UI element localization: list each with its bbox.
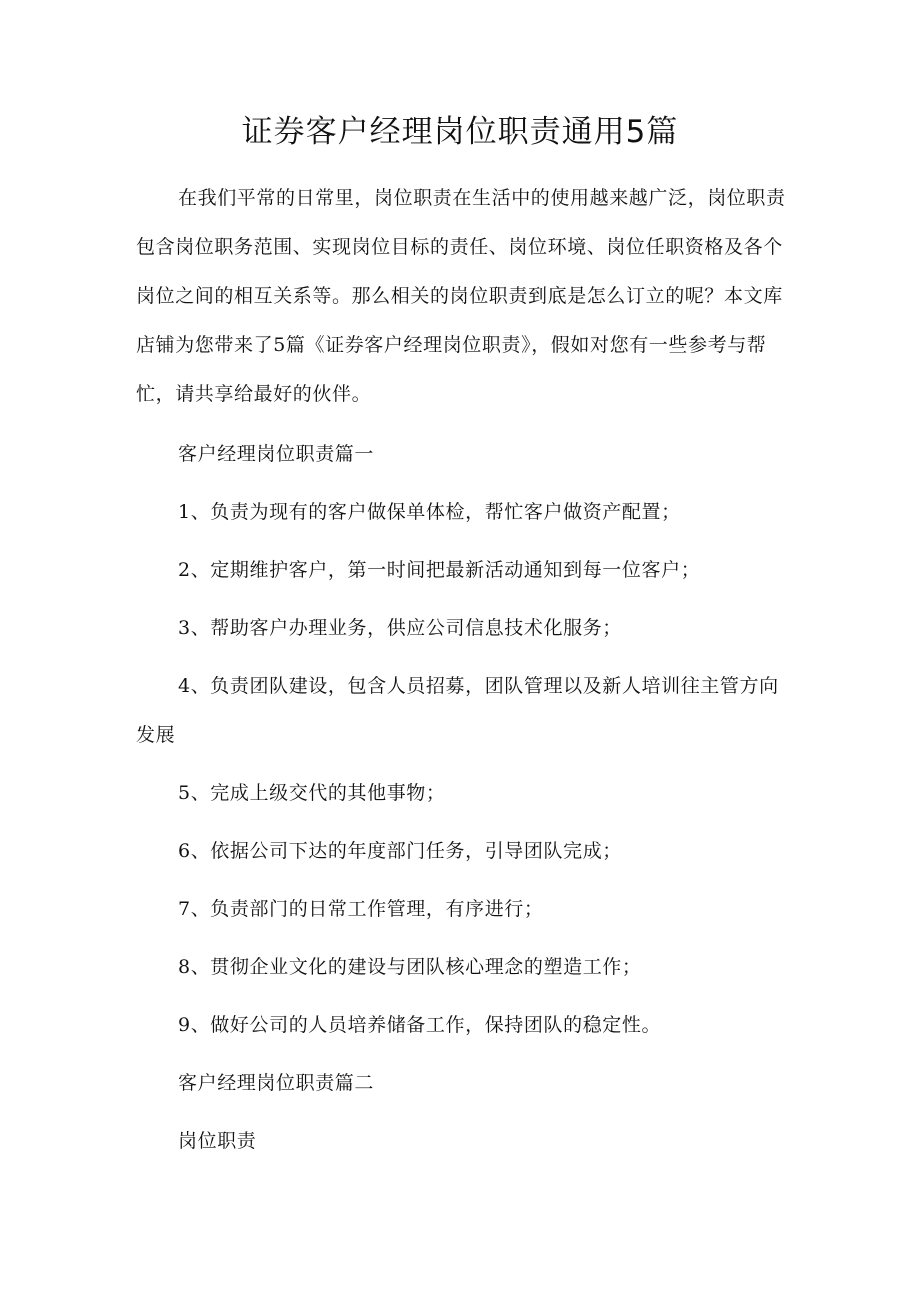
section-heading: 客户经理岗位职责篇一: [178, 443, 375, 465]
list-item: 2、定期维护客户，第一时间把最新活动通知到每一位客户；: [178, 559, 701, 581]
list-item: 4、负责团队建设，包含人员招募，团队管理以及新人培训往主管方向发展: [136, 675, 779, 746]
document-title: 证券客户经理岗位职责通用5篇: [241, 114, 679, 150]
section-heading: 客户经理岗位职责篇二: [178, 1072, 375, 1094]
subheading: 岗位职责: [178, 1130, 257, 1152]
list-item: 5、完成上级交代的其他事物；: [178, 782, 446, 804]
list-item: 8、贯彻企业文化的建设与团队核心理念的塑造工作；: [178, 956, 642, 978]
document-body: [136, 174, 788, 1175]
list-item: 6、依据公司下达的年度部门任务，引导团队完成；: [178, 840, 622, 862]
intro-paragraph: 在我们平常的日常里，岗位职责在生活中的使用越来越广泛，岗位职责包含岗位职务范围、实现岗位目标的责任、岗位环境、岗位任职资格及各个岗位之间的相互关系等。那么相关的岗位职责到底是怎么订立的呢？本文库店铺为您带来了5篇《证券客户经理岗位职责》，假如对您有一些参考与帮忙，请共享给最好的伙伴。: [136, 187, 786, 405]
list-item: 7、负责部门的日常工作管理，有序进行；: [178, 898, 544, 920]
list-item: 3、帮助客户办理业务，供应公司信息技术化服务；: [178, 617, 622, 639]
list-item: 9、做好公司的人员培养储备工作，保持团队的稳定性。: [178, 1014, 662, 1036]
list-item: 1、负责为现有的客户做保单体检，帮忙客户做资产配置；: [178, 501, 681, 523]
